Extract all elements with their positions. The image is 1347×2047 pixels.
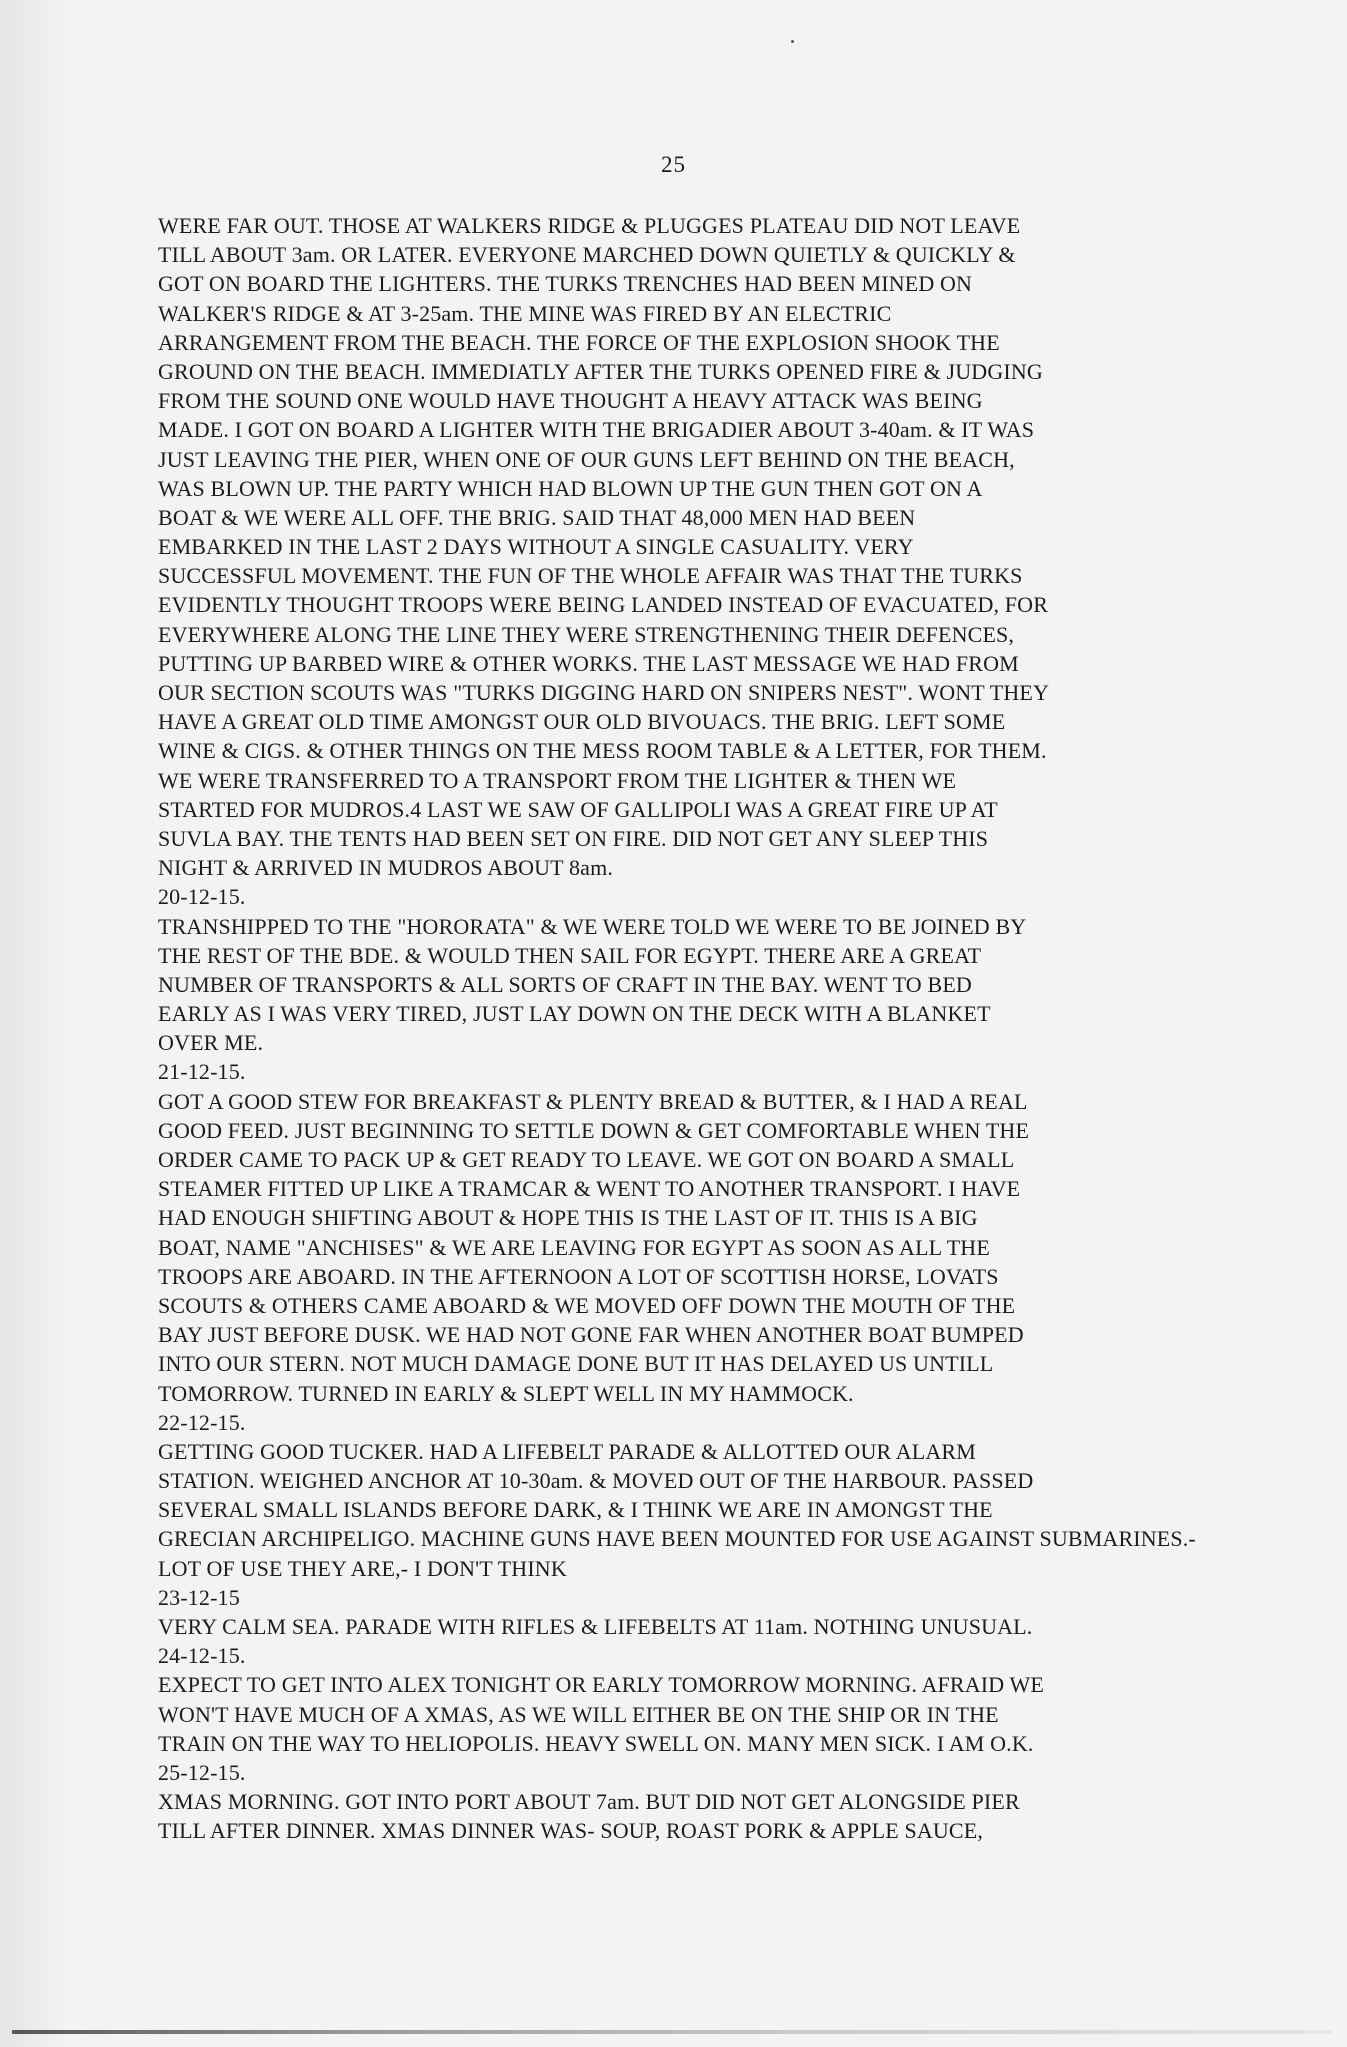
- text-line: SCOUTS & OTHERS CAME ABOARD & WE MOVED OFF DOWN THE MOUTH OF THE: [158, 1292, 1016, 1318]
- text-line: EARLY AS I WAS VERY TIRED, JUST LAY DOWN ON THE DECK WITH A BLANKET: [158, 1001, 991, 1027]
- text-line: TRANSHIPPED TO THE "HORORATA" & WE WERE TOLD WE WERE TO BE JOINED BY: [158, 913, 1027, 939]
- text-line: INTO OUR STERN. NOT MUCH DAMAGE DONE BUT IT HAS DELAYED US UNTILL: [158, 1351, 994, 1377]
- text-line: FROM THE SOUND ONE WOULD HAVE THOUGHT A HEAVY ATTACK WAS BEING: [158, 388, 983, 414]
- text-line: JUST LEAVING THE PIER, WHEN ONE OF OUR GUNS LEFT BEHIND ON THE BEACH,: [158, 446, 1015, 472]
- text-line: 25-12-15.: [158, 1759, 246, 1785]
- text-line: STARTED FOR MUDROS.4 LAST WE SAW OF GALLIPOLI WAS A GREAT FIRE UP AT: [158, 796, 998, 822]
- scan-speck: [791, 40, 794, 43]
- text-line: GOT A GOOD STEW FOR BREAKFAST & PLENTY BREAD & BUTTER, & I HAD A REAL: [158, 1088, 1028, 1114]
- text-line: LOT OF USE THEY ARE,- I DON'T THINK: [158, 1555, 567, 1581]
- text-line: TILL AFTER DINNER. XMAS DINNER WAS- SOUP, ROAST PORK & APPLE SAUCE,: [158, 1818, 983, 1844]
- text-line: 21-12-15.: [158, 1059, 246, 1085]
- text-line: TRAIN ON THE WAY TO HELIOPOLIS. HEAVY SWELL ON. MANY MEN SICK. I AM O.K.: [158, 1730, 1034, 1756]
- text-line: HAD ENOUGH SHIFTING ABOUT & HOPE THIS IS THE LAST OF IT. THIS IS A BIG: [158, 1205, 978, 1231]
- text-line: GOT ON BOARD THE LIGHTERS. THE TURKS TRENCHES HAD BEEN MINED ON: [158, 271, 973, 297]
- text-line: 20-12-15.: [158, 884, 246, 910]
- text-line: EVIDENTLY THOUGHT TROOPS WERE BEING LANDED INSTEAD OF EVACUATED, FOR: [158, 592, 1049, 618]
- text-line: 24-12-15.: [158, 1643, 246, 1669]
- text-line: EVERYWHERE ALONG THE LINE THEY WERE STRENGTHENING THEIR DEFENCES,: [158, 621, 1015, 647]
- text-line: TOMORROW. TURNED IN EARLY & SLEPT WELL IN MY HAMMOCK.: [158, 1380, 854, 1406]
- text-line: WINE & CIGS. & OTHER THINGS ON THE MESS ROOM TABLE & A LETTER, FOR THEM.: [158, 738, 1047, 764]
- text-line: THE REST OF THE BDE. & WOULD THEN SAIL FOR EGYPT. THERE ARE A GREAT: [158, 942, 982, 968]
- text-line: VERY CALM SEA. PARADE WITH RIFLES & LIFEBELTS AT 11am. NOTHING UNUSUAL.: [158, 1614, 1033, 1639]
- text-line: BOAT, NAME "ANCHISES" & WE ARE LEAVING FOR EGYPT AS SOON AS ALL THE: [158, 1234, 990, 1260]
- text-line: OUR SECTION SCOUTS WAS "TURKS DIGGING HARD ON SNIPERS NEST". WONT THEY: [158, 680, 1050, 705]
- page-bottom-edge: [12, 2030, 1332, 2034]
- text-line: BOAT & WE WERE ALL OFF. THE BRIG. SAID THAT 48,000 MEN HAD BEEN: [158, 504, 916, 530]
- text-line: GETTING GOOD TUCKER. HAD A LIFEBELT PARADE & ALLOTTED OUR ALARM: [158, 1438, 976, 1464]
- text-line: SUCCESSFUL MOVEMENT. THE FUN OF THE WHOLE AFFAIR WAS THAT THE TURKS: [158, 563, 1023, 589]
- text-line: ARRANGEMENT FROM THE BEACH. THE FORCE OF THE EXPLOSION SHOOK THE: [158, 329, 1000, 355]
- text-line: OVER ME.: [158, 1030, 264, 1056]
- text-line: PUTTING UP BARBED WIRE & OTHER WORKS. THE LAST MESSAGE WE HAD FROM: [158, 650, 1019, 676]
- page-number: 25: [661, 152, 686, 177]
- text-line: EMBARKED IN THE LAST 2 DAYS WITHOUT A SINGLE CASUALITY. VERY: [158, 534, 914, 560]
- text-line: TILL ABOUT 3am. OR LATER. EVERYONE MARCHED DOWN QUIETLY & QUICKLY &: [158, 242, 1016, 268]
- scan-shadow: [0, 0, 70, 2047]
- text-line: WE WERE TRANSFERRED TO A TRANSPORT FROM THE LIGHTER & THEN WE: [158, 767, 957, 793]
- text-line: WERE FAR OUT. THOSE AT WALKERS RIDGE & PLUGGES PLATEAU DID NOT LEAVE: [158, 213, 1021, 238]
- text-line: GOOD FEED. JUST BEGINNING TO SETTLE DOWN & GET COMFORTABLE WHEN THE: [158, 1117, 1030, 1143]
- text-line: SUVLA BAY. THE TENTS HAD BEEN SET ON FIRE. DID NOT GET ANY SLEEP THIS: [158, 825, 989, 851]
- text-line: STATION. WEIGHED ANCHOR AT 10-30am. & MOVED OUT OF THE HARBOUR. PASSED: [158, 1468, 1034, 1494]
- text-line: WALKER'S RIDGE & AT 3-25am. THE MINE WAS FIRED BY AN ELECTRIC: [158, 300, 892, 326]
- text-line: 23-12-15: [158, 1584, 240, 1610]
- text-line: SEVERAL SMALL ISLANDS BEFORE DARK, & I THINK WE ARE IN AMONGST THE: [158, 1497, 993, 1523]
- text-line: BAY JUST BEFORE DUSK. WE HAD NOT GONE FAR WHEN ANOTHER BOAT BUMPED: [158, 1322, 1024, 1348]
- text-line: GROUND ON THE BEACH. IMMEDIATLY AFTER THE TURKS OPENED FIRE & JUDGING: [158, 358, 1043, 384]
- text-line: WON'T HAVE MUCH OF A XMAS, AS WE WILL EITHER BE ON THE SHIP OR IN THE: [158, 1701, 999, 1727]
- text-line: GRECIAN ARCHIPELIGO. MACHINE GUNS HAVE BEEN MOUNTED FOR USE AGAINST SUBMARINES.-: [158, 1526, 1196, 1552]
- text-line: STEAMER FITTED UP LIKE A TRAMCAR & WENT TO ANOTHER TRANSPORT. I HAVE: [158, 1176, 1021, 1202]
- text-line: TROOPS ARE ABOARD. IN THE AFTERNOON A LOT OF SCOTTISH HORSE, LOVATS: [158, 1263, 999, 1289]
- text-line: 22-12-15.: [158, 1409, 246, 1435]
- diary-text: [158, 211, 1338, 1846]
- text-line: ORDER CAME TO PACK UP & GET READY TO LEAVE. WE GOT ON BOARD A SMALL: [158, 1147, 1015, 1172]
- text-line: WAS BLOWN UP. THE PARTY WHICH HAD BLOWN UP THE GUN THEN GOT ON A: [158, 475, 983, 501]
- text-line: MADE. I GOT ON BOARD A LIGHTER WITH THE BRIGADIER ABOUT 3-40am. & IT WAS: [158, 417, 1035, 443]
- text-line: NUMBER OF TRANSPORTS & ALL SORTS OF CRAFT IN THE BAY. WENT TO BED: [158, 971, 972, 997]
- text-line: NIGHT & ARRIVED IN MUDROS ABOUT 8am.: [158, 855, 613, 881]
- text-line: XMAS MORNING. GOT INTO PORT ABOUT 7am. BUT DID NOT GET ALONGSIDE PIER: [158, 1789, 1020, 1815]
- text-line: HAVE A GREAT OLD TIME AMONGST OUR OLD BIVOUACS. THE BRIG. LEFT SOME: [158, 709, 1006, 735]
- text-line: EXPECT TO GET INTO ALEX TONIGHT OR EARLY TOMORROW MORNING. AFRAID WE: [158, 1672, 1045, 1698]
